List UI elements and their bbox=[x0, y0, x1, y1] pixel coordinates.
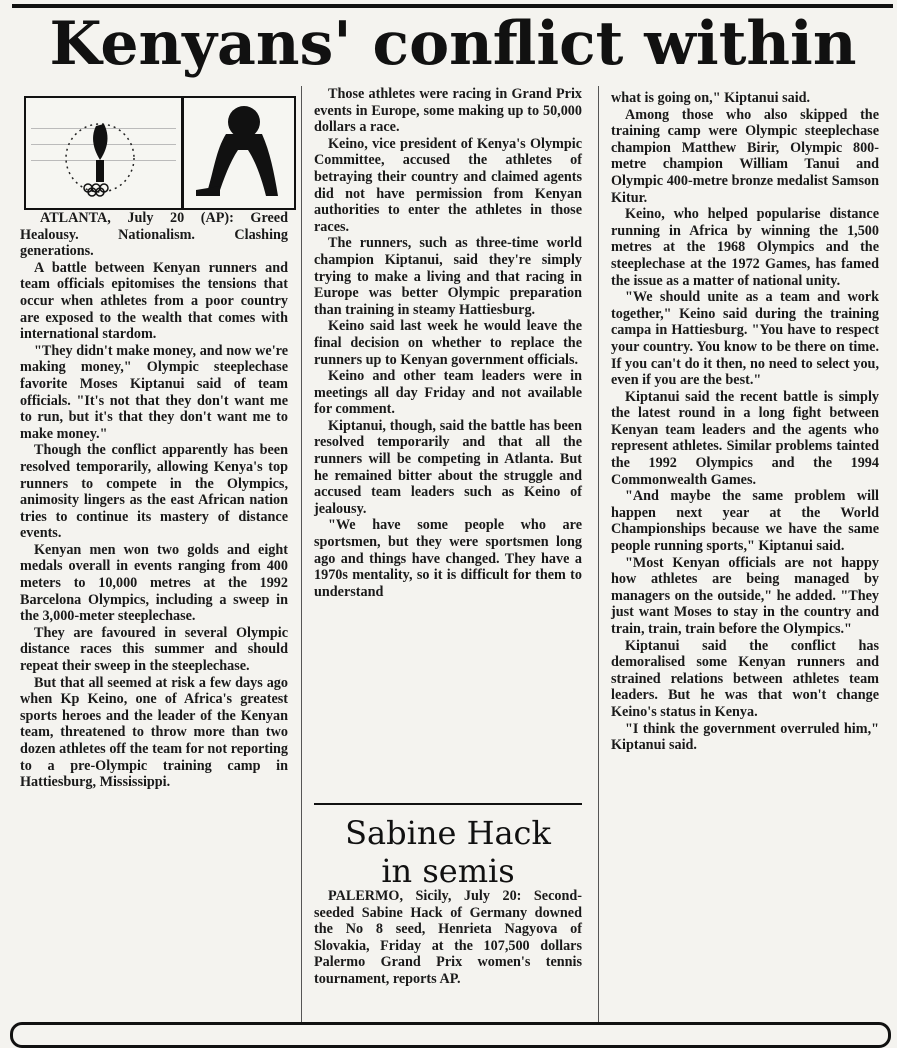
article-paragraph: Keino, vice president of Kenya's Olympic Committee, accused the athletes of betraying their country and claimed agents did not have permission from Kenyan authorities to enter the athletes in those races. bbox=[314, 135, 582, 235]
article-paragraph: Kenyan men won two golds and eight medals overall in events ranging from 400 meters to 10,000 metres at the 1992 Barcelona Olympics, including a sweep in the 3,000-meter steeplechase. bbox=[20, 541, 288, 625]
headline: Kenyans' conflict within bbox=[49, 9, 857, 79]
article-paragraph: Kiptanui said the conflict has demoralised some Kenyan runners and strained relations between athletes team leaders. But he was that won't change Keino's status in Kenya. bbox=[611, 637, 879, 720]
subheadline-line-1: Sabine Hack bbox=[345, 814, 551, 852]
article-paragraph: Those athletes were racing in Grand Prix events in Europe, some making up to 50,000 dollars a race. bbox=[314, 86, 582, 136]
article-paragraph: They are favoured in several Olympic distance races this summer and should repeat their sweep in the steeplechase. bbox=[20, 624, 288, 675]
article-paragraph: "I think the government overruled him," Kiptanui said. bbox=[611, 720, 879, 754]
article-paragraph: "We have some people who are sportsmen, but they were sportsmen long ago and things have changed. They have a 1970s mentality, so it is difficult for them to understand bbox=[314, 517, 582, 600]
sprinter-crouch-icon bbox=[186, 100, 294, 206]
subheadline-line-2: in semis bbox=[381, 852, 515, 890]
article-paragraph: "They didn't make money, and now we're making money," Olympic steeplechase favorite Moses Kiptanui said of team officials. "It's not that they don't want me to run, but it's that they don't want me to make money." bbox=[20, 342, 288, 442]
article-paragraph: "We should unite as a team and work together," Keino said during the training campa in Hattiesburg. "You have to respect your country. You know to be there on time. If you can't do it then, no need to select you, even if you are the best." bbox=[611, 289, 879, 389]
article-paragraph: "Most Kenyan officials are not happy how athletes are being managed by managers on the outside," he added. "They just want Moses to stay in the country and train, train, train before the Olympics." bbox=[611, 554, 879, 637]
atlanta-olympic-torch-icon bbox=[28, 100, 178, 206]
article-paragraph: Keino said last week he would leave the final decision on whether to replace the runners up to Kenyan government officials. bbox=[314, 318, 582, 368]
subheadline bbox=[314, 814, 582, 890]
bottom-frame bbox=[10, 1022, 891, 1048]
article-paragraph: Keino and other team leaders were in meetings all day Friday and not available for comment. bbox=[314, 368, 582, 418]
article-paragraph: Kiptanui said the recent battle is simply the latest round in a long fight between Kenyan team leaders and the agents who represent athletes. Similar problems tainted the 1992 Olympics and the 1994 Commonwealth Games. bbox=[611, 388, 879, 488]
olympic-logo-box bbox=[24, 96, 296, 210]
brief-article bbox=[314, 888, 582, 988]
article-paragraph: "And maybe the same problem will happen next year at the World Championships because we have the same people running sports," Kiptanui said. bbox=[611, 488, 879, 555]
article-paragraph: ATLANTA, July 20 (AP): Greed Healousy. Nationalism. Clashing generations. bbox=[20, 210, 288, 260]
column-rule bbox=[301, 86, 302, 1026]
section-rule bbox=[314, 803, 582, 805]
article-paragraph: Kiptanui, though, said the battle has been resolved temporarily and that all the runners will be competing in Atlanta. But he remained bitter about the struggle and accused team leaders such as Keino of jealousy. bbox=[314, 417, 582, 517]
article-paragraph: Though the conflict apparently has been resolved temporarily, allowing Kenya's top runners to compete in the Olympics, animosity lingers as the east African nation tries to continue its mastery of distance events. bbox=[20, 442, 288, 542]
article-column-2 bbox=[314, 86, 582, 600]
article-paragraph: PALERMO, Sicily, July 20: Second-seeded Sabine Hack of Germany downed the No 8 seed, Henrieta Nagyova of Slovakia, Friday at the 107,500 dollars Palermo Grand Prix women's tennis tournament, reports AP. bbox=[314, 888, 582, 987]
article-paragraph: Among those who also skipped the training camp were Olympic steeplechase champion Matthew Birir, Olympic 800-metre champion William Tanui and Olympic 400-metre bronze medalist Samson Kitur. bbox=[611, 106, 879, 206]
article-paragraph: what is going on," Kiptanui said. bbox=[611, 90, 811, 106]
article-paragraph: Keino, who helped popularise distance running in Africa by winning the 1,500 metres at the 1968 Olympics and the steeplechase at the 1972 Games, has famed the issue as a matter of national unity. bbox=[611, 206, 879, 289]
article-column-3 bbox=[611, 90, 879, 754]
article-paragraph: A battle between Kenyan runners and team officials epitomises the tensions that occur when athletes from a poor country are exposed to the wealth that comes with international stardom. bbox=[20, 259, 288, 343]
article-column-1 bbox=[20, 210, 288, 791]
article-paragraph: But that all seemed at risk a few days ago when Kp Keino, one of Africa's greatest sports heroes and the leader of the Kenyan team, threatened to throw more than two dozen athletes off the team for not reporting to a pre-Olympic training camp in Hattiesburg, Mississippi. bbox=[20, 674, 288, 791]
column-rule bbox=[598, 86, 599, 1026]
article-paragraph: The runners, such as three-time world champion Kiptanui, said they're simply trying to make a living and that racing in Europe was better Olympic preparation than training in steamy Hattiesburg. bbox=[314, 235, 582, 318]
